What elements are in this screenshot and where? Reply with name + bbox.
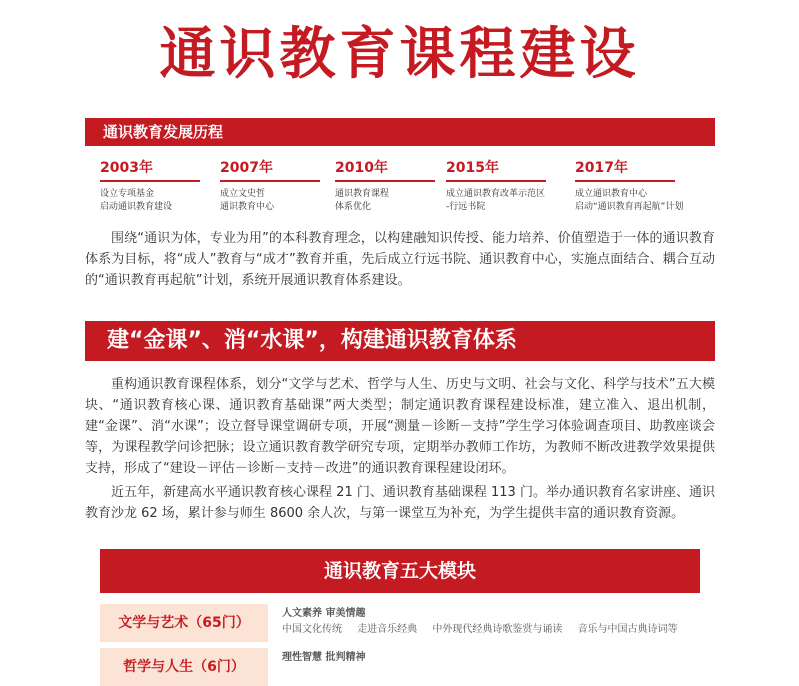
timeline-item [100, 158, 200, 214]
timeline-desc-line: 体系优化 [335, 202, 372, 212]
timeline-item [220, 158, 320, 214]
module-row [100, 604, 700, 642]
timeline-desc-line: 通识教育课程 [335, 189, 390, 199]
module-keywords: 人文素养 审美情趣 [282, 608, 366, 619]
timeline-divider [335, 180, 435, 182]
timeline-desc-line: 通识教育中心 [220, 202, 275, 212]
section-heading: 建“金课”、消“水课”，构建通识教育体系 [85, 321, 715, 361]
module-keywords: 理性智慧 批判精神 [282, 652, 366, 663]
timeline-divider [575, 180, 675, 182]
body-paragraph: 近五年，新建高水平通识教育核心课程 21 门、通识教育基础课程 113 门。举办通识教育名家讲座、通识教育沙龙 62 场，累计参与师生 8600 余人次，与第一课堂互为补充，为学生提供丰富的通识教育资源。 [85, 485, 715, 521]
course-item: 中国文化传统 [282, 624, 342, 635]
module-courses [282, 623, 690, 637]
timeline-desc-line: 启动通识教育建设 [100, 202, 173, 212]
timeline-year: 2003年 [100, 160, 153, 176]
module-name: 哲学与人生（6门） [100, 648, 268, 686]
page-title: 通识教育课程建设 [159, 22, 640, 87]
course-item: 音乐与中国古典诗词等 [577, 624, 678, 635]
timeline-item [446, 158, 546, 214]
modules-heading: 通识教育五大模块 [100, 549, 700, 593]
timeline-desc-line: 成立通识教育改革示范区 [446, 189, 546, 199]
history-heading: 通识教育发展历程 [85, 118, 715, 146]
timeline-desc-line: -行远书院 [446, 202, 486, 212]
timeline-desc-line: 成立文史哲 [220, 189, 266, 199]
timeline-divider [446, 180, 546, 182]
course-item: 中外现代经典诗歌鉴赏与诵读 [432, 624, 563, 635]
body-paragraph: 重构通识教育课程体系，划分“文学与艺术、哲学与人生、历史与文明、社会与文化、科学与技术”五大模块、“通识教育核心课、通识教育基础课”两大类型；制定通识教育课程建设标准，建立准入、退出机制，建“金课”、消“水课”；设立督导课堂调研专项，开展“测量－诊断－支持”学生学习体验调查项目、助教座谈会等，为课程教学问诊把脉；设立通识教育教学研究专项，定期举办教师工作坊，为教师不断改进教学效果提供支持，形成了“建设－评估－诊断－支持－改进”的通识教育课程建设闭环。 [85, 377, 715, 476]
module-row [100, 648, 700, 686]
history-timeline [100, 158, 720, 218]
module-name: 文学与艺术（65门） [100, 604, 268, 642]
timeline-divider [100, 180, 200, 182]
intro-paragraph: 围绕“通识为体，专业为用”的本科教育理念，以构建融知识传授、能力培养、价值塑造于一体的通识教育体系为目标，将“成人”教育与“成才”教育并重，先后成立行远书院、通识教育中心，实施点面结合、耦合互动的“通识教育再起航”计划，系统开展通识教育体系建设。 [85, 231, 715, 288]
timeline-desc-line: 成立通识教育中心 [575, 189, 648, 199]
timeline-desc-line: 设立专项基金 [100, 189, 155, 199]
timeline-item [575, 158, 683, 214]
timeline-item [335, 158, 435, 214]
timeline-desc-line: 启动“通识教育再起航”计划 [575, 202, 684, 212]
course-item: 走进音乐经典 [357, 624, 418, 635]
timeline-year: 2015年 [446, 160, 499, 176]
timeline-divider [220, 180, 320, 182]
timeline-year: 2017年 [575, 160, 628, 176]
timeline-year: 2010年 [335, 160, 388, 176]
timeline-year: 2007年 [220, 160, 273, 176]
